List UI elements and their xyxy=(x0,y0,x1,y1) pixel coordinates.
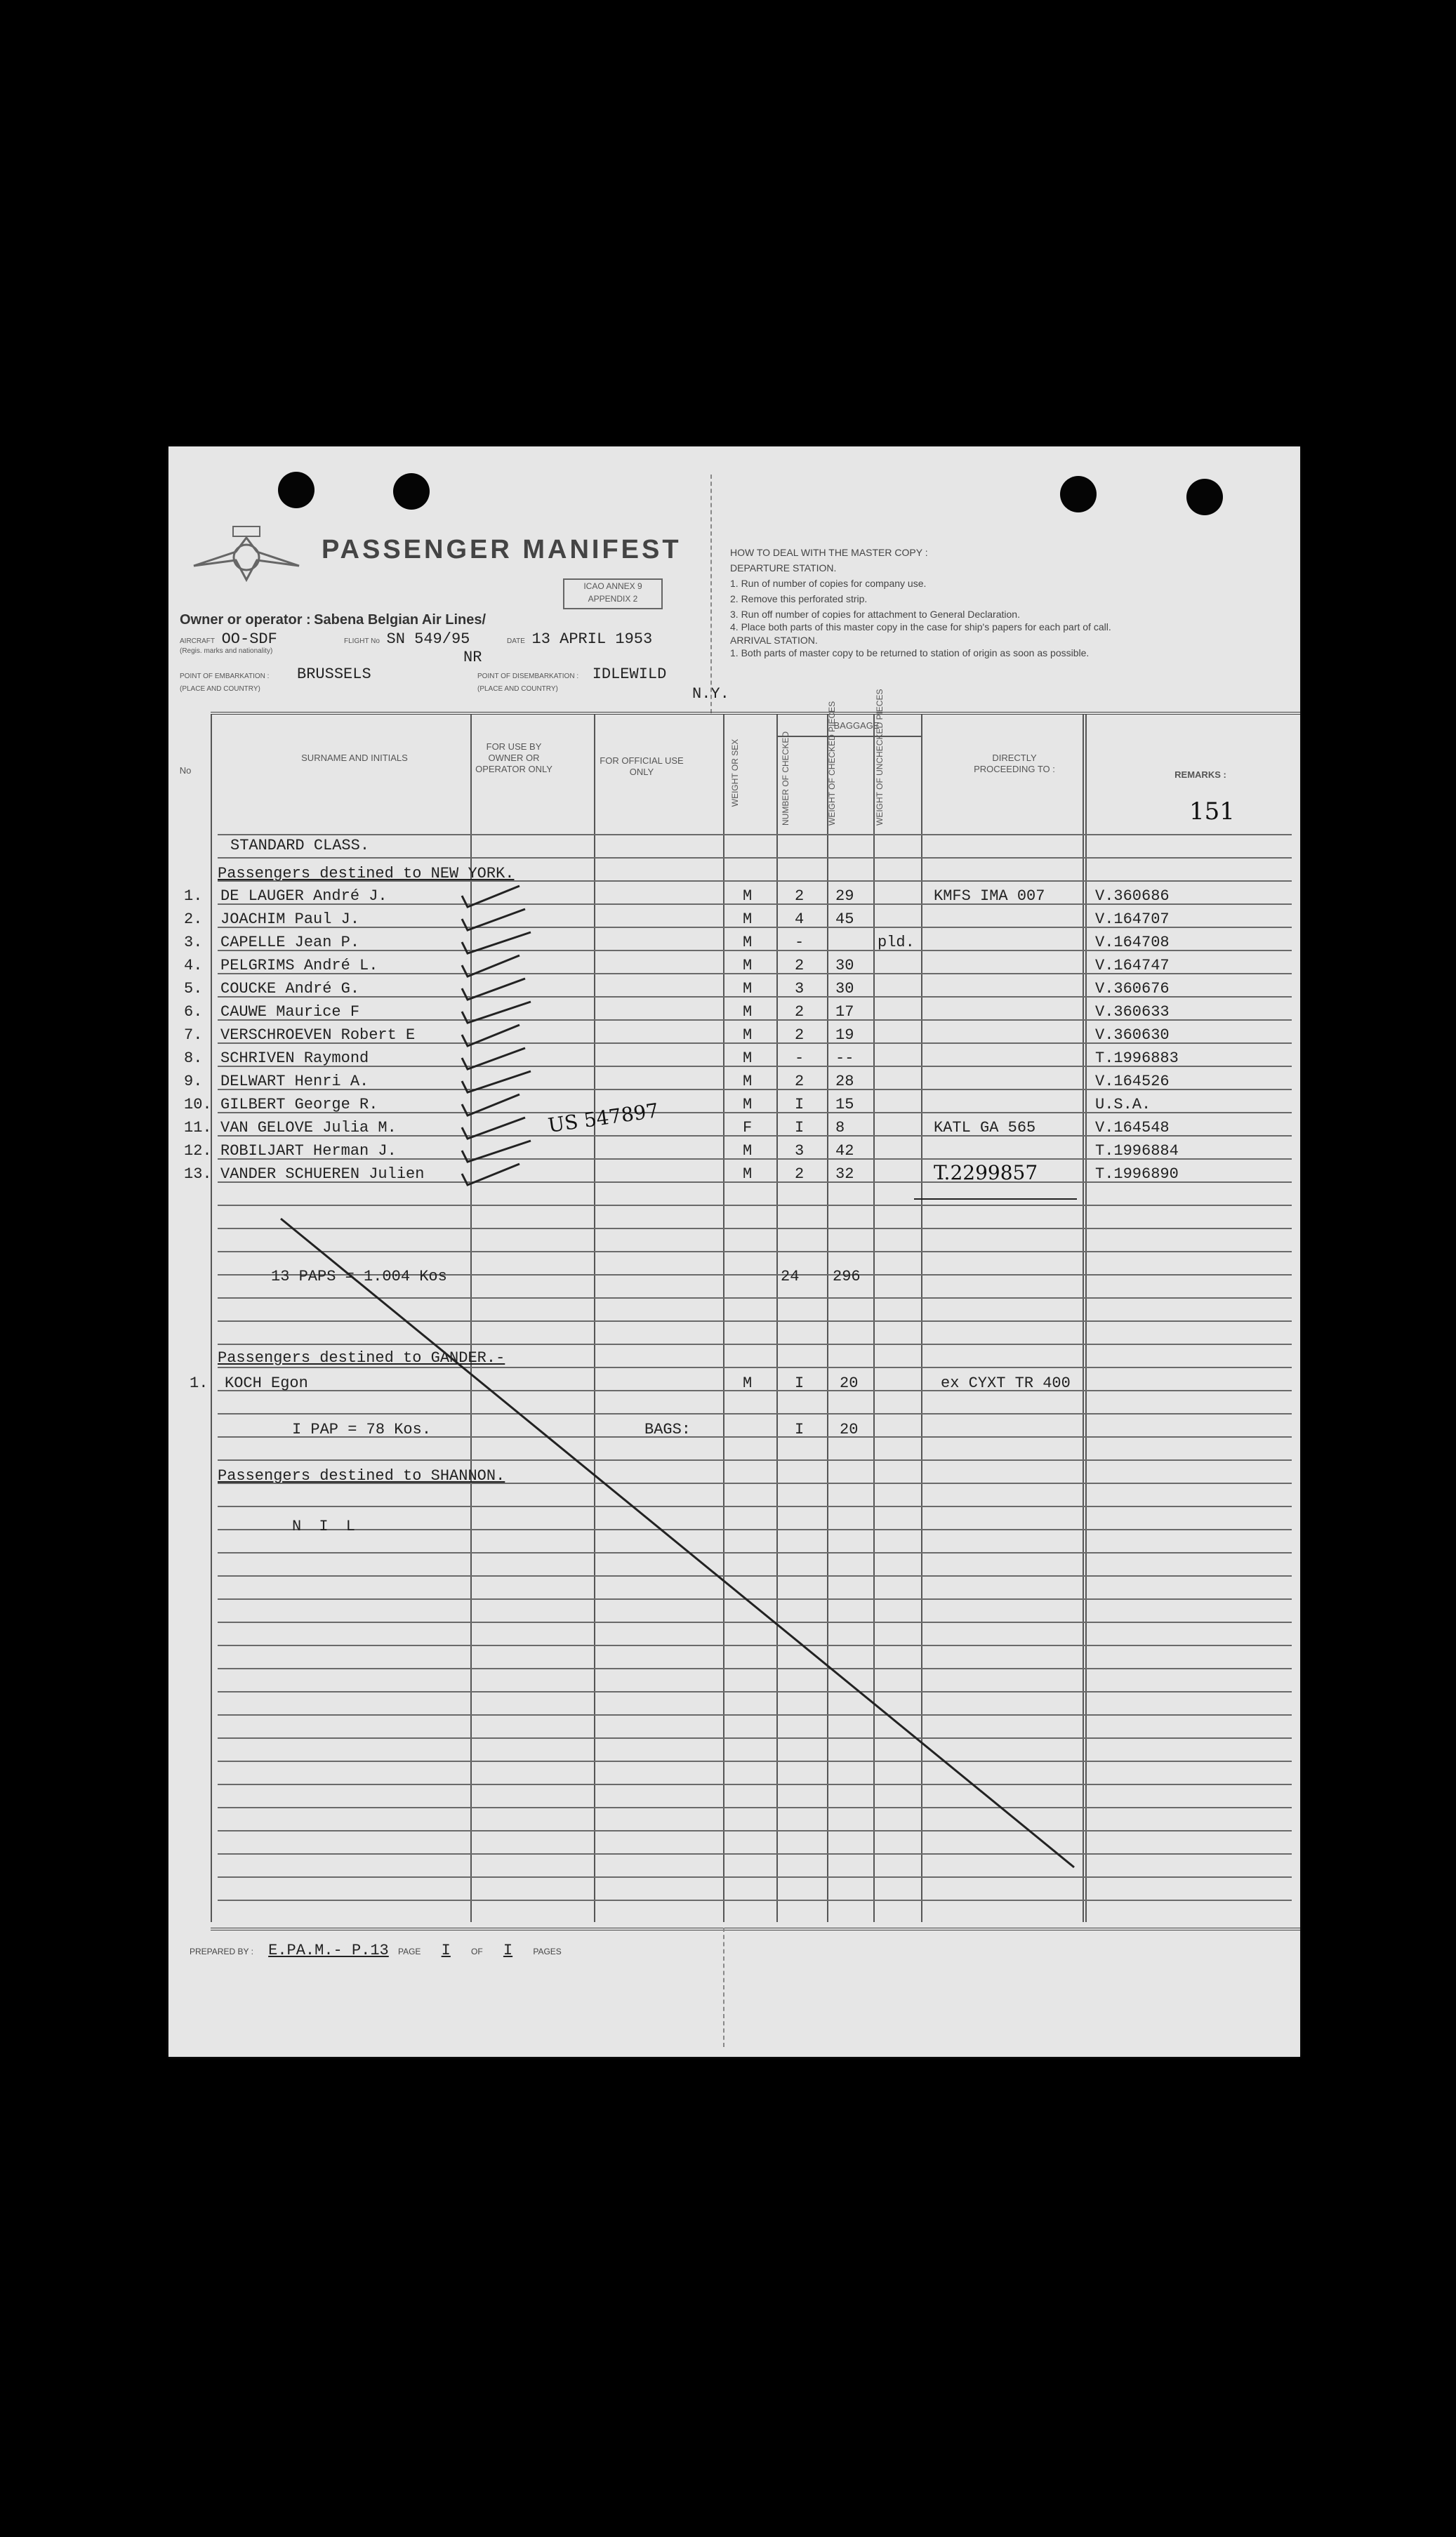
handwritten-note: US 547897 xyxy=(546,1099,661,1137)
check-mark-icon xyxy=(462,1094,519,1115)
passenger-bag-weight: 8 xyxy=(835,1119,845,1137)
aircraft-value: OO-SDF xyxy=(221,630,277,648)
passenger-sex: M xyxy=(743,1026,753,1044)
passenger-unchecked: pld. xyxy=(878,934,915,951)
col-num-checked: NUMBER OF CHECKED xyxy=(781,731,790,826)
passenger-sex: M xyxy=(743,1073,753,1090)
check-mark-icon xyxy=(462,1071,531,1092)
passenger-remarks: V.360676 xyxy=(1095,980,1170,998)
table-bottom-border xyxy=(211,1928,1300,1930)
passenger-bag-weight: 45 xyxy=(835,910,854,928)
gander-bags-label: BAGS: xyxy=(644,1421,691,1438)
gander-no: 1. xyxy=(190,1375,209,1392)
disembark-label: POINT OF DISEMBARKATION : xyxy=(477,673,579,680)
col-owner-use: FOR USE BY OWNER OR OPERATOR ONLY xyxy=(475,741,552,774)
check-mark-icon xyxy=(462,955,519,976)
passenger-sex: M xyxy=(743,934,753,951)
instr-arrival: ARRIVAL STATION. xyxy=(730,635,818,646)
check-mark-icon xyxy=(462,1118,525,1139)
date-label: DATE xyxy=(507,637,525,645)
instr-step2: 2. Remove this perforated strip. xyxy=(730,593,868,604)
disembark-small: (PLACE AND COUNTRY) xyxy=(477,685,558,693)
instr-heading: HOW TO DEAL WITH THE MASTER COPY : xyxy=(730,547,928,558)
passenger-bag-weight: -- xyxy=(835,1049,854,1067)
total-ny-weight: 296 xyxy=(833,1268,861,1285)
remarks-number: 151 xyxy=(1189,797,1235,826)
passenger-bag-weight: 30 xyxy=(835,980,854,998)
owner-label: Owner or operator : xyxy=(180,612,311,628)
page-label: PAGE xyxy=(397,1947,421,1956)
page-value: I xyxy=(441,1942,451,1959)
manifest-sheet xyxy=(168,446,1300,2057)
passenger-remarks: V.164747 xyxy=(1095,957,1170,974)
dest-shannon-heading: Passengers destined to SHANNON. xyxy=(218,1467,505,1485)
passenger-no: 13. xyxy=(184,1165,212,1183)
passenger-name: DE LAUGER André J. xyxy=(220,887,388,905)
instr-departure: DEPARTURE STATION. xyxy=(730,562,837,574)
passenger-proceed: T.2299857 xyxy=(934,1161,1038,1184)
passenger-bag-count: I xyxy=(795,1119,805,1137)
of-value: I xyxy=(503,1942,513,1959)
col-official-use: FOR OFFICIAL USE ONLY xyxy=(600,755,684,777)
passenger-bag-weight: 19 xyxy=(835,1026,854,1044)
passenger-remarks: V.164526 xyxy=(1095,1073,1170,1090)
passenger-remarks: V.360686 xyxy=(1095,887,1170,905)
passenger-no: 7. xyxy=(184,1026,203,1044)
passenger-sex: M xyxy=(743,980,753,998)
passenger-remarks: V.164548 xyxy=(1095,1119,1170,1137)
passenger-name: JOACHIM Paul J. xyxy=(220,910,360,928)
embark-value: BRUSSELS xyxy=(297,665,371,683)
check-mark-icon xyxy=(462,979,525,1000)
gander-sex: M xyxy=(743,1375,753,1392)
flight-value: SN 549/95 xyxy=(386,630,470,648)
passenger-bag-count: 4 xyxy=(795,910,805,928)
passenger-name: DELWART Henri A. xyxy=(220,1073,369,1090)
passenger-bag-weight: 15 xyxy=(835,1096,854,1113)
passenger-remarks: V.164707 xyxy=(1095,910,1170,928)
strike-overlay xyxy=(168,446,1300,2057)
page-title: PASSENGER MANIFEST xyxy=(322,535,682,564)
footer-perforation xyxy=(723,1928,724,2047)
passenger-bag-count: 2 xyxy=(795,957,805,974)
shannon-nil: N I L xyxy=(292,1518,360,1535)
dest-gander-heading: Passengers destined to GANDER.- xyxy=(218,1349,505,1367)
gander-num: I xyxy=(795,1375,805,1392)
col-weight-checked: WEIGHT OF CHECKED PIECES xyxy=(827,701,837,826)
passenger-name: VANDER SCHUEREN Julien xyxy=(220,1165,425,1183)
passenger-bag-count: 2 xyxy=(795,887,805,905)
passenger-remarks: V.360630 xyxy=(1095,1026,1170,1044)
col-proceeding: DIRECTLY PROCEEDING TO : xyxy=(974,753,1055,774)
passenger-bag-count: 2 xyxy=(795,1026,805,1044)
passenger-no: 3. xyxy=(184,934,203,951)
passenger-bag-count: 2 xyxy=(795,1165,805,1183)
passenger-sex: F xyxy=(743,1119,753,1137)
flight-label: FLIGHT No xyxy=(344,637,380,645)
passenger-name: VERSCHROEVEN Robert E xyxy=(220,1026,416,1044)
passenger-remarks: T.1996883 xyxy=(1095,1049,1179,1067)
check-mark-icon xyxy=(462,1141,531,1162)
disembark-value2: N.Y. xyxy=(692,685,729,703)
passenger-sex: M xyxy=(743,910,753,928)
passenger-sex: M xyxy=(743,887,753,905)
col-sex: WEIGHT OR SEX xyxy=(730,738,740,807)
gander-proceed: ex CYXT TR 400 xyxy=(941,1375,1071,1392)
col-no: No xyxy=(179,765,192,776)
prepared-label: PREPARED BY : xyxy=(190,1947,253,1956)
passenger-sex: M xyxy=(743,957,753,974)
standard-class-heading: STANDARD CLASS. xyxy=(230,837,370,854)
passenger-name: CAUWE Maurice F xyxy=(220,1003,360,1021)
icao-appendix: APPENDIX 2 xyxy=(588,594,638,604)
instr-step3: 3. Run off number of copies for attachment to General Declaration. xyxy=(730,609,1020,620)
check-mark-icon xyxy=(462,909,525,930)
total-ny: 13 PAPS = 1.004 Kos xyxy=(271,1268,447,1285)
passenger-no: 8. xyxy=(184,1049,203,1067)
passenger-sex: M xyxy=(743,1003,753,1021)
prepared-value: E.PA.M.- P.13 xyxy=(268,1942,389,1959)
passenger-remarks: V.360633 xyxy=(1095,1003,1170,1021)
passenger-sex: M xyxy=(743,1096,753,1113)
passenger-no: 1. xyxy=(184,887,203,905)
nr-value: NR xyxy=(463,649,482,666)
passenger-no: 12. xyxy=(184,1142,212,1160)
passenger-bag-weight: 29 xyxy=(835,887,854,905)
passenger-bag-count: 2 xyxy=(795,1073,805,1090)
embark-label: POINT OF EMBARKATION : xyxy=(180,673,270,680)
passenger-remarks: U.S.A. xyxy=(1095,1096,1151,1113)
check-mark-icon xyxy=(462,1002,531,1023)
passenger-name: ROBILJART Herman J. xyxy=(220,1142,397,1160)
check-mark-icon xyxy=(462,1048,525,1069)
aircraft-label: AIRCRAFT xyxy=(180,637,215,645)
gander-wt: 20 xyxy=(840,1375,859,1392)
instr-step1: 1. Run of number of copies for company use. xyxy=(730,578,927,589)
passenger-bag-weight: 42 xyxy=(835,1142,854,1160)
check-mark-icon xyxy=(462,932,531,953)
passenger-bag-weight: 28 xyxy=(835,1073,854,1090)
total-ny-bags: 24 xyxy=(781,1268,800,1285)
col-remarks: REMARKS : xyxy=(1174,769,1226,780)
passenger-bag-count: 2 xyxy=(795,1003,805,1021)
passenger-remarks: T.1996884 xyxy=(1095,1142,1179,1160)
passenger-bag-count: I xyxy=(795,1096,805,1113)
dest-ny-heading: Passengers destined to NEW YORK. xyxy=(218,865,515,882)
void-strike-line xyxy=(281,1219,1074,1867)
gander-name: KOCH Egon xyxy=(225,1375,308,1392)
passenger-remarks: V.164708 xyxy=(1095,934,1170,951)
passenger-name: PELGRIMS André L. xyxy=(220,957,378,974)
passenger-proceed: KATL GA 565 xyxy=(934,1119,1036,1137)
passenger-remarks: T.1996890 xyxy=(1095,1165,1179,1183)
passenger-name: COUCKE André G. xyxy=(220,980,360,998)
passenger-no: 9. xyxy=(184,1073,203,1090)
col-weight-unchecked: WEIGHT OF UNCHECKED PIECES xyxy=(875,689,885,826)
passenger-name: SCHRIVEN Raymond xyxy=(220,1049,369,1067)
passenger-bag-count: - xyxy=(795,934,805,951)
embark-small: (PLACE AND COUNTRY) xyxy=(180,685,260,693)
owner-value: Sabena Belgian Air Lines/ xyxy=(314,612,487,628)
prepared-by xyxy=(190,1942,562,1959)
check-mark-icon xyxy=(462,886,519,907)
of-label: OF xyxy=(471,1947,483,1956)
gander-total: I PAP = 78 Kos. xyxy=(292,1421,432,1438)
gander-weight: 20 xyxy=(840,1421,859,1438)
check-mark-icon xyxy=(462,1025,519,1046)
pages-label: PAGES xyxy=(533,1947,562,1956)
passenger-name: GILBERT George R. xyxy=(220,1096,378,1113)
passenger-no: 2. xyxy=(184,910,203,928)
icao-annex: ICAO ANNEX 9 xyxy=(583,581,642,591)
col-baggage: BAGGAGE xyxy=(833,720,880,731)
passenger-no: 5. xyxy=(184,980,203,998)
passenger-bag-weight: 30 xyxy=(835,957,854,974)
instr-step4: 4. Place both parts of this master copy in the case for ship's papers for each part of call. xyxy=(730,621,1111,632)
passenger-no: 4. xyxy=(184,957,203,974)
passenger-bag-weight: 17 xyxy=(835,1003,854,1021)
passenger-bag-count: 3 xyxy=(795,1142,805,1160)
passenger-bag-weight: 32 xyxy=(835,1165,854,1183)
passenger-proceed: KMFS IMA 007 xyxy=(934,887,1045,905)
passenger-no: 6. xyxy=(184,1003,203,1021)
instr-step5: 1. Both parts of master copy to be returned to station of origin as soon as possible. xyxy=(730,647,1090,658)
passenger-sex: M xyxy=(743,1142,753,1160)
passenger-no: 10. xyxy=(184,1096,212,1113)
check-mark-icon xyxy=(462,1164,519,1185)
date-value: 13 APRIL 1953 xyxy=(531,630,653,648)
passenger-no: 11. xyxy=(184,1119,212,1137)
aircraft-small: (Regis. marks and nationality) xyxy=(180,647,273,655)
check-marks xyxy=(462,886,531,1185)
disembark-value: IDLEWILD xyxy=(592,665,667,683)
passenger-name: VAN GELOVE Julia M. xyxy=(220,1119,397,1137)
passenger-bag-count: - xyxy=(795,1049,805,1067)
passenger-sex: M xyxy=(743,1165,753,1183)
col-surname: SURNAME AND INITIALS xyxy=(301,753,408,763)
passenger-name: CAPELLE Jean P. xyxy=(220,934,360,951)
gander-bags: I xyxy=(795,1421,805,1438)
passenger-bag-count: 3 xyxy=(795,980,805,998)
passenger-sex: M xyxy=(743,1049,753,1067)
